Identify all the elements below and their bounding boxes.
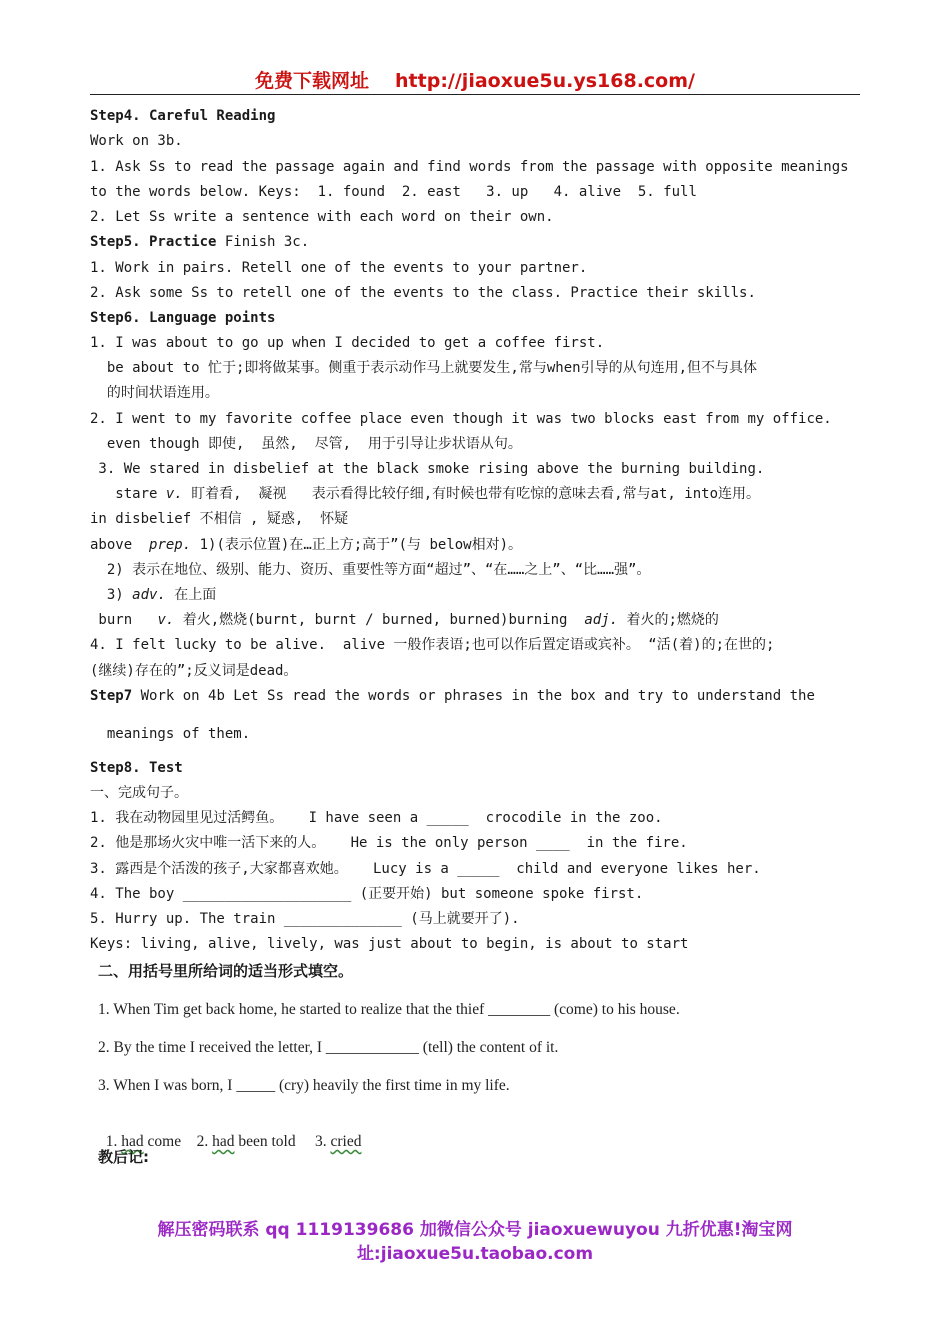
step5-title: Step5. Practice bbox=[90, 234, 217, 250]
test-question: 3. 露西是个活泼的孩子,大家都喜欢她。 Lucy is a _____ child and everyone likes her. bbox=[90, 861, 761, 877]
test-question: 5. Hurry up. The train ______________ (马上就要开了). bbox=[90, 911, 520, 927]
term: above bbox=[90, 537, 150, 553]
step4-line: 1. Ask Ss to read the passage again and find words from the passage with opposite meanings bbox=[90, 159, 849, 175]
answer-number: 1. bbox=[105, 1133, 118, 1150]
step6-line: in disbelief 不相信 , 疑惑, 怀疑 bbox=[90, 511, 349, 527]
definition: 着火,燃烧(burnt, burnt / burned, burned)burning bbox=[174, 612, 585, 628]
exercise-question: 3. When I was born, I _____ (cry) heavily the first time in my life. bbox=[98, 1077, 510, 1094]
term: stare bbox=[90, 486, 166, 502]
footer-line: 解压密码联系 qq 1119139686 加微信公众号 jiaoxuewuyou 九折优惠!淘宝网 bbox=[157, 1220, 793, 1240]
teaching-notes-label: 教后记: bbox=[98, 1148, 149, 1166]
test-section-heading: 一、完成句子。 bbox=[90, 785, 188, 801]
step8-title: Step8. Test bbox=[90, 760, 183, 776]
step6-line: 1. I was about to go up when I decided to get a coffee first. bbox=[90, 335, 605, 351]
exercise-answers bbox=[98, 1115, 361, 1151]
step7-title: Step7 bbox=[90, 688, 133, 704]
step6-line: 2) 表示在地位、级别、能力、资历、重要性等方面“超过”、“在……之上”、“比……强”。 bbox=[90, 562, 651, 578]
step6-line bbox=[90, 485, 760, 503]
step6-line: be about to 忙于;即将做某事。侧重于表示动作马上就要发生,常与when引导的从句连用,但不与具体 bbox=[90, 360, 758, 376]
part-of-speech: v. bbox=[165, 486, 183, 502]
step4-line: 2. Let Ss write a sentence with each word on their own. bbox=[90, 209, 554, 225]
part-of-speech: adv. bbox=[132, 587, 166, 603]
answer-word: been told bbox=[234, 1133, 296, 1150]
step6-line bbox=[90, 611, 719, 629]
part-of-speech: v. bbox=[157, 612, 175, 628]
step6-line: 3. We stared in disbelief at the black smoke rising above the burning building. bbox=[90, 461, 765, 477]
step7-text: Work on 4b Let Ss read the words or phrases in the box and try to understand the bbox=[132, 688, 815, 704]
step5-title-rest: Finish 3c. bbox=[216, 234, 310, 250]
step6-line: (继续)存在的”;反义词是dead。 bbox=[90, 663, 298, 679]
step6-line bbox=[90, 586, 216, 604]
answer-word: had bbox=[212, 1133, 235, 1150]
exercise-question: 2. By the time I received the letter, I ____________ (tell) the content of it. bbox=[98, 1039, 559, 1056]
answer-number: 2. bbox=[196, 1133, 209, 1150]
step7-line: meanings of them. bbox=[90, 726, 251, 742]
page-footer bbox=[60, 1218, 890, 1266]
page-header bbox=[90, 66, 860, 95]
answer-word: come bbox=[143, 1133, 182, 1150]
footer-line: 址:jiaoxue5u.taobao.com bbox=[356, 1244, 594, 1264]
step6-line: 4. I felt lucky to be alive. alive 一般作表语;也可以作后置定语或宾补。 “活(着)的;在世的; bbox=[90, 637, 775, 653]
part-of-speech: prep. bbox=[149, 537, 192, 553]
test-keys: Keys: living, alive, lively, was just about to begin, is about to start bbox=[90, 936, 689, 952]
part-of-speech: adj. bbox=[584, 612, 619, 628]
test-question: 4. The boy ____________________ (正要开始) but someone spoke first. bbox=[90, 886, 644, 902]
step6-line bbox=[90, 536, 522, 554]
definition: 盯着看, 凝视 表示看得比较仔细,有时候也带有吃惊的意味去看,常与at, into连用。 bbox=[182, 486, 761, 502]
step5-line: 1. Work in pairs. Retell one of the events to your partner. bbox=[90, 260, 588, 276]
term: 3) bbox=[90, 587, 133, 603]
definition: 着火的;燃烧的 bbox=[618, 612, 719, 628]
test-question: 2. 他是那场火灾中唯一活下来的人。 He is the only person ____ in the fire. bbox=[90, 835, 688, 851]
step6-line: even though 即使, 虽然, 尽管, 用于引导让步状语从句。 bbox=[90, 436, 522, 452]
step4-line: Work on 3b. bbox=[90, 133, 183, 149]
definition: 在上面 bbox=[165, 587, 217, 603]
step6-title: Step6. Language points bbox=[90, 310, 276, 326]
exercise-question: 1. When Tim get back home, he started to realize that the thief ________ (come) to his house. bbox=[98, 1001, 680, 1018]
test-question: 1. 我在动物园里见过活鳄鱼。 I have seen a _____ crocodile in the zoo. bbox=[90, 810, 663, 826]
step4-title: Step4. Careful Reading bbox=[90, 108, 276, 124]
step6-line: 的时间状语连用。 bbox=[90, 385, 219, 401]
answer-number: 3. bbox=[314, 1133, 327, 1150]
term: burn bbox=[90, 612, 158, 628]
step5-heading bbox=[90, 233, 309, 251]
test-section-heading: 二、用括号里所给词的适当形式填空。 bbox=[98, 962, 354, 980]
answer-word: had bbox=[121, 1133, 144, 1150]
step7-line bbox=[90, 687, 815, 705]
step4-keys-line: to the words below. Keys: 1. found 2. east 3. up 4. alive 5. full bbox=[90, 184, 697, 200]
step5-line: 2. Ask some Ss to retell one of the events to the class. Practice their skills. bbox=[90, 285, 756, 301]
header-label: 免费下载网址 bbox=[255, 70, 370, 92]
step6-line: 2. I went to my favorite coffee place even though it was two blocks east from my office. bbox=[90, 411, 832, 427]
header-url-link[interactable]: http://jiaoxue5u.ys168.com/ bbox=[395, 70, 695, 92]
definition: 1)(表示位置)在…正上方;高于”(与 below相对)。 bbox=[191, 537, 523, 553]
answer-word: cried bbox=[330, 1133, 362, 1150]
